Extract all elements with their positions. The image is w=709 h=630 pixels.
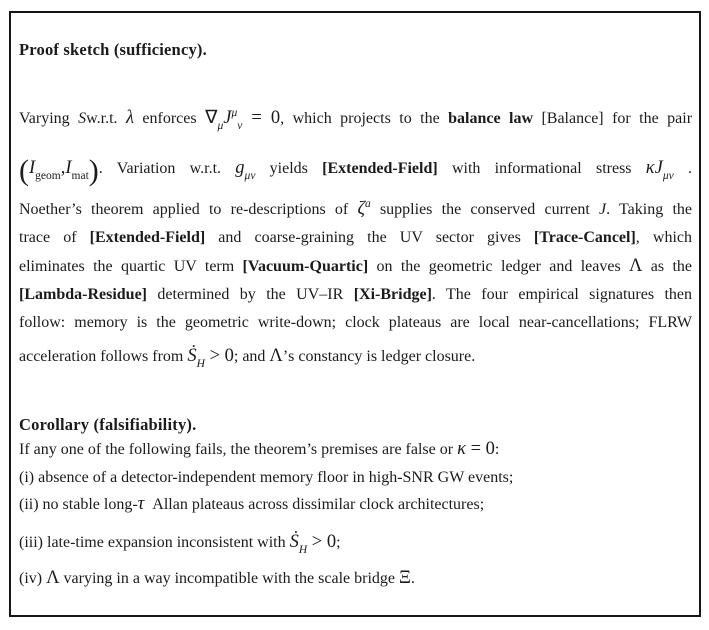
corollary-heading — [19, 414, 692, 436]
math-run: = 0 — [242, 108, 281, 128]
text-run: Allan plateaus across dissimilar clock architectures; — [144, 496, 485, 513]
math-run: Λ — [629, 256, 643, 276]
math-run: ( — [19, 154, 29, 187]
text-run: determined by the UV–IR — [147, 286, 354, 303]
text-line — [19, 252, 692, 281]
text-run: varying in a way incompatible with the scale bridge — [59, 569, 399, 587]
math-run: τ — [137, 494, 145, 514]
text-run: trace of — [19, 229, 90, 246]
text-run: [Extended-Field] — [322, 160, 438, 177]
math-run: Ξ — [398, 567, 411, 588]
text-line — [19, 224, 692, 252]
text-run: . — [673, 160, 693, 177]
text-run: [Trace-Cancel] — [533, 229, 636, 246]
subscript: μ — [217, 120, 224, 132]
text-line — [19, 101, 692, 136]
math-run: , — [60, 158, 66, 178]
document-content — [11, 13, 699, 594]
text-run: : — [494, 441, 500, 458]
text-run: ’s constancy is ledger closure. — [282, 348, 476, 365]
text-line — [19, 148, 692, 189]
text-run: w.r.t. — [86, 110, 126, 127]
math-run: $I_{geom}$ — [29, 158, 61, 182]
text-run: eliminates the quartic UV term — [19, 258, 243, 275]
math-run: ) — [88, 154, 99, 187]
text-run: ; and — [233, 348, 270, 365]
text-run: follow: memory is the geometric write-down; clock plateaus are local near-cancellations; FLRW — [19, 314, 692, 331]
text-run: on the geometric ledger and leaves — [368, 258, 630, 275]
text-run: . The four empirical signatures then — [431, 286, 693, 303]
text-run: [Extended-Field] — [89, 229, 206, 246]
math-run: Λ — [46, 567, 60, 588]
subscript: mat — [71, 170, 89, 182]
text-run: and coarse-graining the UV sector gives — [205, 229, 534, 246]
text-run: as the — [642, 258, 693, 275]
text-run: J — [598, 201, 607, 218]
text-line — [19, 195, 692, 224]
proof-sketch-heading — [19, 39, 692, 61]
math-run: $\zeta^a$ — [357, 198, 371, 219]
text-run: . Variation w.r.t. — [98, 160, 236, 177]
text-run: Noether’s theorem applied to re-descriptions of — [19, 201, 358, 218]
text-run: [Vacuum-Quartic] — [242, 258, 369, 275]
text-run: If any one of the following fails, the theorem’s premises are false or — [19, 441, 458, 458]
text-line — [19, 464, 692, 492]
math-run: $J^\mu_\nu$ — [223, 107, 243, 132]
corollary-paragraph — [19, 436, 692, 594]
subscript: geom — [35, 170, 61, 182]
text-run: (i) absence of a detector-independent memory floor in high-SNR GW events; — [19, 468, 514, 486]
text-line — [19, 526, 692, 559]
subscript: ν — [237, 120, 243, 132]
text-run: Proof sketch (sufficiency). — [19, 40, 207, 59]
text-run: , which projects to the — [280, 110, 449, 127]
text-line — [19, 436, 692, 464]
math-run: κ — [645, 158, 655, 178]
subscript: μν — [662, 170, 674, 182]
text-run: (iii) late-time expansion inconsistent with — [19, 533, 290, 551]
subscript: μν — [244, 170, 256, 182]
text-run: . Taking the — [606, 201, 692, 218]
text-run: , which — [635, 229, 693, 246]
proof-sketch-paragraph — [19, 101, 692, 374]
text-run: [Xi-Bridge] — [353, 286, 432, 303]
math-run: $J_{\mu\nu}$ — [654, 158, 674, 182]
subscript: H — [298, 543, 308, 556]
text-run: with informational stress — [437, 160, 646, 177]
document-frame — [9, 11, 701, 617]
math-run: Ṡ$_H$ — [289, 531, 308, 556]
math-run: = 0 — [465, 439, 495, 459]
superscript: a — [364, 198, 371, 210]
math-run: κ — [457, 439, 466, 459]
text-run: ; — [336, 533, 341, 551]
superscript: μ — [231, 107, 238, 119]
text-run: [Lambda-Residue] — [19, 286, 148, 303]
text-run: yields — [255, 160, 323, 177]
math-run: Ṡ$_H$ — [187, 346, 205, 370]
text-line — [19, 491, 692, 519]
math-run: > 0 — [204, 346, 234, 366]
math-run: $g_{\mu\nu}$ — [235, 158, 256, 182]
subscript: H — [196, 358, 205, 370]
text-run: acceleration follows from — [19, 348, 188, 365]
math-run: $I_{mat}$ — [65, 158, 89, 182]
math-run: $\nabla_\mu$ — [205, 108, 224, 132]
text-run: S — [78, 110, 87, 127]
text-run: enforces — [133, 110, 206, 127]
text-run: Varying — [19, 110, 79, 127]
math-run: λ — [125, 108, 134, 128]
text-run: supplies the conserved current — [370, 201, 599, 218]
text-line — [19, 563, 692, 594]
text-line — [19, 309, 692, 337]
text-run: balance law — [448, 110, 534, 127]
text-run: (ii) no stable long- — [19, 496, 138, 513]
text-run: (iv) — [19, 569, 47, 587]
text-run: Corollary (falsifiability). — [19, 415, 197, 434]
math-run: Λ — [269, 346, 283, 366]
text-line — [19, 339, 692, 374]
text-line — [19, 281, 692, 309]
text-run: [Balance] for the pair — [533, 110, 693, 127]
text-run: . — [410, 569, 415, 587]
math-run: > 0 — [307, 531, 337, 552]
